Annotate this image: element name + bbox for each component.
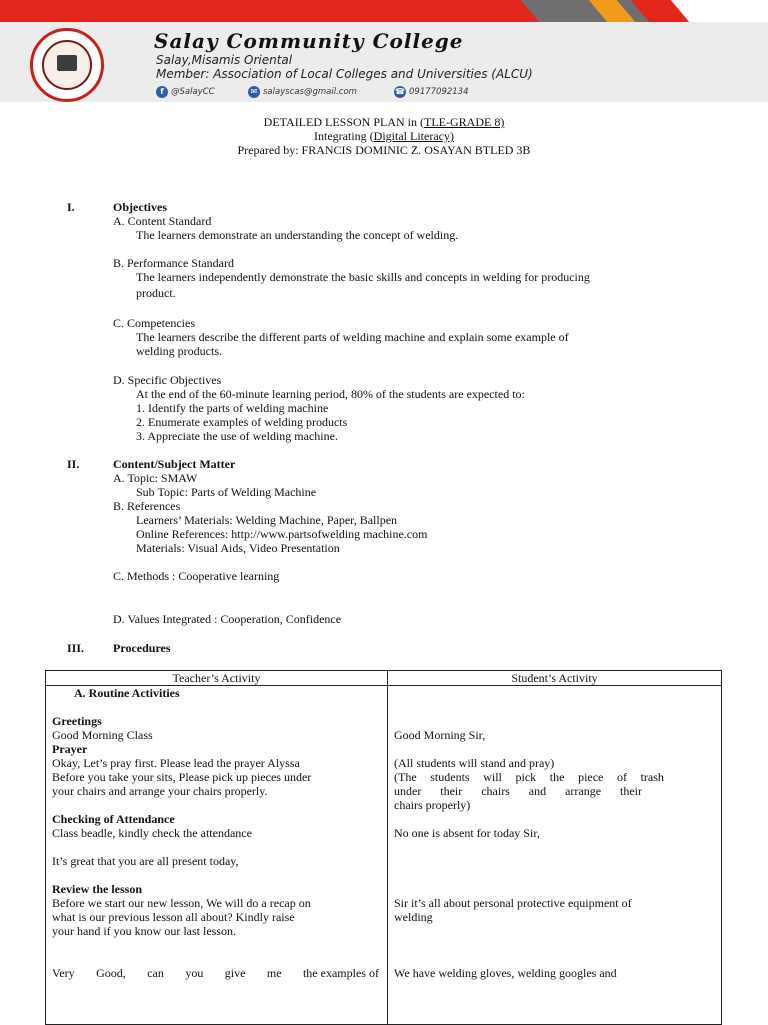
- college-name: Salay Community College: [154, 29, 464, 53]
- table-row: [46, 686, 722, 1025]
- objective-item-3: 3. Appreciate the use of welding machine.: [136, 429, 338, 443]
- facebook-contact: f @SalayCC: [156, 86, 215, 98]
- review-text-1: Before we start our new lesson, We will do a recap on: [52, 896, 311, 910]
- specific-objectives-label: D. Specific Objectives: [113, 373, 222, 387]
- competencies-text-2: welding products.: [136, 344, 222, 358]
- college-seal-logo: [30, 28, 104, 102]
- student-trash-line-2: under their chairs and arrange their: [394, 784, 642, 798]
- content-standard-label: A. Content Standard: [113, 214, 212, 228]
- learners-materials: Learners’ Materials: Welding Machine, Paper, Ballpen: [136, 513, 398, 527]
- student-attendance: No one is absent for today Sir,: [394, 826, 540, 840]
- student-trash-line-3: chairs properly): [394, 798, 471, 812]
- section-2-heading: Content/Subject Matter: [113, 457, 236, 471]
- student-pray: (All students will stand and pray): [394, 756, 555, 770]
- references-label: B. References: [113, 499, 181, 513]
- attendance-text: Class beadle, kindly check the attendance: [52, 826, 252, 840]
- values-integrated: D. Values Integrated : Cooperation, Confidence: [113, 612, 342, 626]
- review-text-2: what is our previous lesson all about? Kindly raise: [52, 910, 295, 924]
- objective-item-2: 2. Enumerate examples of welding products: [136, 415, 348, 429]
- table-header-row: [46, 671, 722, 686]
- specific-objectives-text: At the end of the 60-minute learning period, 80% of the students are expected to:: [136, 387, 525, 401]
- teacher-activity-header: Teacher’s Activity: [46, 671, 388, 686]
- college-membership: Member: Association of Local Colleges and Universities (ALCU): [156, 67, 533, 81]
- review-heading: Review the lesson: [52, 882, 142, 896]
- procedures-table: [45, 670, 722, 1025]
- student-activity-header: Student’s Activity: [388, 671, 722, 686]
- phone-icon: ☎: [395, 87, 405, 96]
- review-text-3: your hand if you know our last lesson.: [52, 924, 236, 938]
- student-review-2: welding: [394, 910, 433, 924]
- student-gloves: We have welding gloves, welding googles and: [394, 966, 617, 980]
- facebook-icon: f: [156, 86, 168, 98]
- college-address: Salay,Misamis Oriental: [156, 53, 293, 67]
- student-activity-cell: [388, 686, 722, 1025]
- greetings-heading: Greetings: [52, 714, 102, 728]
- greetings-text: Good Morning Class: [52, 728, 153, 742]
- prayer-heading: Prayer: [52, 742, 88, 756]
- objective-item-1: 1. Identify the parts of welding machine: [136, 401, 329, 415]
- phone-contact: ☎ 09177092134: [395, 87, 469, 97]
- competencies-label: C. Competencies: [113, 316, 195, 330]
- materials: Materials: Visual Aids, Video Presentation: [136, 541, 340, 555]
- title-line-1: DETAILED LESSON PLAN in (TLE-GRADE 8): [263, 115, 505, 129]
- section-1-number: I.: [67, 200, 75, 214]
- prayer-text-1: Okay, Let’s pray first. Please lead the prayer Alyssa: [52, 756, 300, 770]
- prayer-text-2: Before you take your sits, Please pick up pieces under: [52, 770, 312, 784]
- very-good-line: Very Good, can you give me the examples of: [52, 966, 379, 980]
- attendance-heading: Checking of Attendance: [52, 812, 175, 826]
- student-trash-line-1: (The students will pick the piece of trash: [394, 770, 664, 784]
- competencies-text-1: The learners describe the different parts of welding machine and explain some example of: [136, 330, 569, 344]
- prepared-by: Prepared by: FRANCIS DOMINIC Z. OSAYAN BTLED 3B: [237, 143, 531, 157]
- email-contact: ✉ salayscas@gmail.com: [248, 86, 357, 98]
- online-references: Online References: http://www.partsofwelding machine.com: [136, 527, 428, 541]
- topic: A. Topic: SMAW: [113, 471, 198, 485]
- content-standard-text: The learners demonstrate an understanding the concept of welding.: [136, 228, 459, 242]
- performance-standard-text-2: product.: [136, 286, 176, 300]
- performance-standard-text-1: The learners independently demonstrate the basic skills and concepts in welding for producing: [136, 270, 590, 284]
- sub-topic: Sub Topic: Parts of Welding Machine: [136, 485, 317, 499]
- student-review-1: Sir it’s all about personal protective equipment of: [394, 896, 632, 910]
- section-3-heading: Procedures: [113, 641, 171, 655]
- student-greeting: Good Morning Sir,: [394, 728, 486, 742]
- methods: C. Methods : Cooperative learning: [113, 569, 280, 583]
- present-text: It’s great that you are all present today,: [52, 854, 239, 868]
- performance-standard-label: B. Performance Standard: [113, 256, 234, 270]
- letterhead: [0, 0, 768, 104]
- email-icon: ✉: [248, 86, 260, 98]
- title-line-2: Integrating (Digital Literacy): [314, 129, 454, 143]
- prayer-text-3: your chairs and arrange your chairs properly.: [52, 784, 268, 798]
- routine-activities-heading: A. Routine Activities: [74, 686, 180, 700]
- section-2-number: II.: [67, 457, 80, 471]
- teacher-activity-cell: [46, 686, 388, 1025]
- lesson-plan-title: [0, 115, 768, 157]
- section-1-heading: Objectives: [113, 200, 167, 214]
- section-3-number: III.: [67, 641, 85, 655]
- letterhead-top-band: [0, 0, 768, 22]
